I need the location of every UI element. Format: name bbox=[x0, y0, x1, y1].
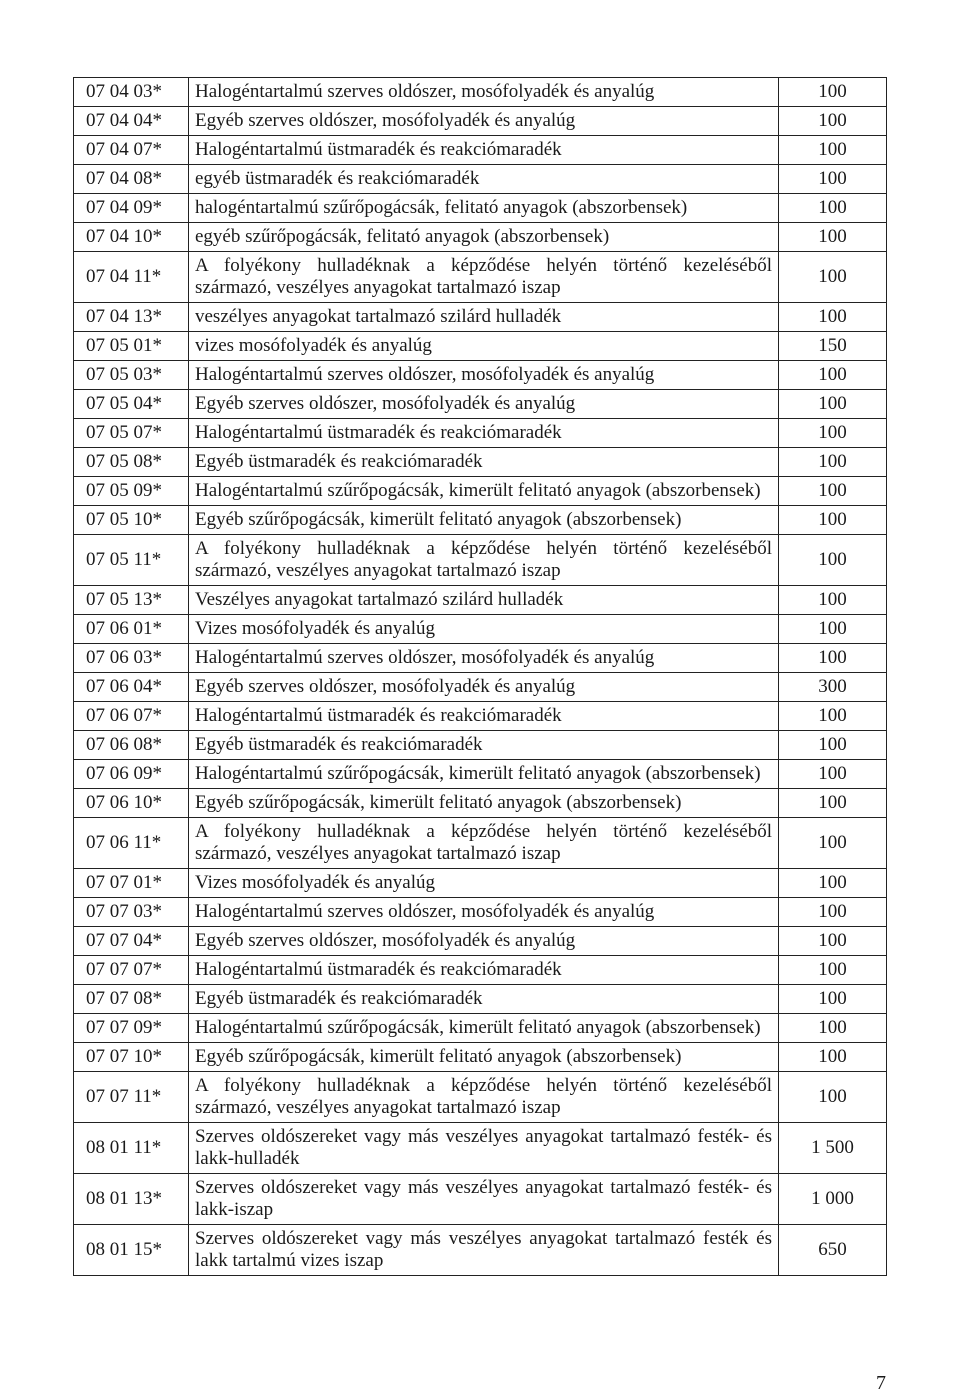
waste-code-cell: 07 06 08* bbox=[74, 731, 189, 760]
waste-description-cell: vizes mosófolyadék és anyalúg bbox=[189, 332, 779, 361]
waste-description-cell: Egyéb szűrőpogácsák, kimerült felitató anyagok (abszorbensek) bbox=[189, 506, 779, 535]
table-row bbox=[74, 107, 887, 136]
waste-quantity-cell: 100 bbox=[779, 731, 887, 760]
waste-description-cell: Halogéntartalmú szerves oldószer, mosófolyadék és anyalúg bbox=[189, 898, 779, 927]
waste-quantity-cell: 100 bbox=[779, 956, 887, 985]
waste-description-cell: Halogéntartalmú szűrőpogácsák, kimerült felitató anyagok (abszorbensek) bbox=[189, 760, 779, 789]
table-row bbox=[74, 477, 887, 506]
waste-quantity-cell: 100 bbox=[779, 506, 887, 535]
table-row bbox=[74, 1043, 887, 1072]
waste-description-cell: Egyéb szűrőpogácsák, kimerült felitató anyagok (abszorbensek) bbox=[189, 789, 779, 818]
waste-quantity-cell: 1 500 bbox=[779, 1123, 887, 1174]
waste-quantity-cell: 150 bbox=[779, 332, 887, 361]
table-row bbox=[74, 1072, 887, 1123]
table-row bbox=[74, 1225, 887, 1276]
waste-code-cell: 07 04 04* bbox=[74, 107, 189, 136]
waste-quantity-cell: 100 bbox=[779, 390, 887, 419]
waste-description-cell: Halogéntartalmú szerves oldószer, mosófolyadék és anyalúg bbox=[189, 361, 779, 390]
table-row bbox=[74, 644, 887, 673]
waste-description-cell: Vizes mosófolyadék és anyalúg bbox=[189, 615, 779, 644]
waste-quantity-cell: 100 bbox=[779, 448, 887, 477]
waste-code-cell: 07 05 11* bbox=[74, 535, 189, 586]
waste-code-cell: 07 07 01* bbox=[74, 869, 189, 898]
waste-code-cell: 07 07 04* bbox=[74, 927, 189, 956]
waste-code-cell: 07 06 03* bbox=[74, 644, 189, 673]
table-row bbox=[74, 818, 887, 869]
waste-code-table bbox=[73, 77, 887, 1276]
waste-quantity-cell: 1 000 bbox=[779, 1174, 887, 1225]
table-row bbox=[74, 1174, 887, 1225]
table-row bbox=[74, 702, 887, 731]
table-row bbox=[74, 615, 887, 644]
waste-description-cell: Halogéntartalmú üstmaradék és reakciómaradék bbox=[189, 136, 779, 165]
waste-quantity-cell: 100 bbox=[779, 477, 887, 506]
waste-quantity-cell: 100 bbox=[779, 985, 887, 1014]
waste-quantity-cell: 100 bbox=[779, 586, 887, 615]
waste-description-cell: egyéb üstmaradék és reakciómaradék bbox=[189, 165, 779, 194]
table-row bbox=[74, 673, 887, 702]
table-row bbox=[74, 1014, 887, 1043]
waste-code-cell: 07 04 08* bbox=[74, 165, 189, 194]
table-row bbox=[74, 1123, 887, 1174]
waste-code-cell: 07 07 11* bbox=[74, 1072, 189, 1123]
table-row bbox=[74, 136, 887, 165]
table-row bbox=[74, 303, 887, 332]
table-row bbox=[74, 898, 887, 927]
waste-quantity-cell: 100 bbox=[779, 702, 887, 731]
waste-description-cell: A folyékony hulladéknak a képződése helyén történő kezeléséből származó, veszélyes anyagokat tartalmazó iszap bbox=[189, 818, 779, 869]
table-row bbox=[74, 78, 887, 107]
waste-quantity-cell: 100 bbox=[779, 818, 887, 869]
waste-description-cell: Halogéntartalmú szűrőpogácsák, kimerült felitató anyagok (abszorbensek) bbox=[189, 1014, 779, 1043]
waste-code-cell: 07 07 03* bbox=[74, 898, 189, 927]
table-row bbox=[74, 506, 887, 535]
waste-quantity-cell: 100 bbox=[779, 361, 887, 390]
waste-description-cell: Egyéb szerves oldószer, mosófolyadék és anyalúg bbox=[189, 107, 779, 136]
waste-code-cell: 07 06 01* bbox=[74, 615, 189, 644]
waste-code-cell: 07 06 07* bbox=[74, 702, 189, 731]
waste-description-cell: Halogéntartalmú szerves oldószer, mosófolyadék és anyalúg bbox=[189, 644, 779, 673]
table-row bbox=[74, 194, 887, 223]
waste-description-cell: A folyékony hulladéknak a képződése helyén történő kezeléséből származó, veszélyes anyagokat tartalmazó iszap bbox=[189, 535, 779, 586]
waste-quantity-cell: 100 bbox=[779, 165, 887, 194]
waste-quantity-cell: 100 bbox=[779, 419, 887, 448]
waste-quantity-cell: 100 bbox=[779, 789, 887, 818]
waste-quantity-cell: 100 bbox=[779, 927, 887, 956]
waste-code-cell: 07 04 10* bbox=[74, 223, 189, 252]
waste-quantity-cell: 100 bbox=[779, 644, 887, 673]
table-row bbox=[74, 869, 887, 898]
waste-description-cell: Halogéntartalmú üstmaradék és reakciómaradék bbox=[189, 702, 779, 731]
waste-code-cell: 07 05 10* bbox=[74, 506, 189, 535]
waste-quantity-cell: 300 bbox=[779, 673, 887, 702]
table-row bbox=[74, 165, 887, 194]
waste-description-cell: Halogéntartalmú üstmaradék és reakciómaradék bbox=[189, 956, 779, 985]
page-number: 7 bbox=[876, 1372, 886, 1394]
table-row bbox=[74, 252, 887, 303]
waste-code-cell: 07 07 07* bbox=[74, 956, 189, 985]
waste-quantity-cell: 100 bbox=[779, 898, 887, 927]
table-row bbox=[74, 361, 887, 390]
waste-code-cell: 08 01 11* bbox=[74, 1123, 189, 1174]
waste-description-cell: egyéb szűrőpogácsák, felitató anyagok (abszorbensek) bbox=[189, 223, 779, 252]
waste-quantity-cell: 100 bbox=[779, 78, 887, 107]
waste-quantity-cell: 650 bbox=[779, 1225, 887, 1276]
table-row bbox=[74, 731, 887, 760]
waste-quantity-cell: 100 bbox=[779, 760, 887, 789]
waste-code-cell: 07 05 01* bbox=[74, 332, 189, 361]
table-row bbox=[74, 586, 887, 615]
table-row bbox=[74, 390, 887, 419]
waste-quantity-cell: 100 bbox=[779, 136, 887, 165]
waste-code-cell: 07 07 10* bbox=[74, 1043, 189, 1072]
waste-description-cell: halogéntartalmú szűrőpogácsák, felitató anyagok (abszorbensek) bbox=[189, 194, 779, 223]
waste-code-cell: 07 05 09* bbox=[74, 477, 189, 506]
waste-quantity-cell: 100 bbox=[779, 535, 887, 586]
waste-code-cell: 07 05 07* bbox=[74, 419, 189, 448]
table-row bbox=[74, 760, 887, 789]
table-row bbox=[74, 332, 887, 361]
table-row bbox=[74, 956, 887, 985]
waste-code-table-body bbox=[74, 78, 887, 1276]
waste-quantity-cell: 100 bbox=[779, 303, 887, 332]
waste-description-cell: Egyéb üstmaradék és reakciómaradék bbox=[189, 985, 779, 1014]
waste-description-cell: Szerves oldószereket vagy más veszélyes anyagokat tartalmazó festék- és lakk-iszap bbox=[189, 1174, 779, 1225]
waste-description-cell: Egyéb szerves oldószer, mosófolyadék és anyalúg bbox=[189, 390, 779, 419]
waste-code-cell: 07 07 08* bbox=[74, 985, 189, 1014]
waste-quantity-cell: 100 bbox=[779, 252, 887, 303]
waste-code-cell: 07 05 03* bbox=[74, 361, 189, 390]
waste-quantity-cell: 100 bbox=[779, 107, 887, 136]
waste-code-cell: 07 05 04* bbox=[74, 390, 189, 419]
waste-description-cell: Egyéb üstmaradék és reakciómaradék bbox=[189, 731, 779, 760]
waste-description-cell: A folyékony hulladéknak a képződése helyén történő kezeléséből származó, veszélyes anyagokat tartalmazó iszap bbox=[189, 1072, 779, 1123]
table-row bbox=[74, 419, 887, 448]
waste-quantity-cell: 100 bbox=[779, 615, 887, 644]
waste-description-cell: Vizes mosófolyadék és anyalúg bbox=[189, 869, 779, 898]
waste-code-cell: 07 05 13* bbox=[74, 586, 189, 615]
waste-code-cell: 07 06 11* bbox=[74, 818, 189, 869]
waste-code-cell: 07 04 09* bbox=[74, 194, 189, 223]
table-row bbox=[74, 927, 887, 956]
waste-description-cell: Halogéntartalmú szűrőpogácsák, kimerült felitató anyagok (abszorbensek) bbox=[189, 477, 779, 506]
waste-quantity-cell: 100 bbox=[779, 869, 887, 898]
waste-description-cell: A folyékony hulladéknak a képződése helyén történő kezeléséből származó, veszélyes anyagokat tartalmazó iszap bbox=[189, 252, 779, 303]
waste-description-cell: Egyéb üstmaradék és reakciómaradék bbox=[189, 448, 779, 477]
table-row bbox=[74, 789, 887, 818]
table-row bbox=[74, 223, 887, 252]
waste-quantity-cell: 100 bbox=[779, 194, 887, 223]
waste-code-cell: 07 04 07* bbox=[74, 136, 189, 165]
waste-quantity-cell: 100 bbox=[779, 1043, 887, 1072]
waste-code-cell: 07 06 10* bbox=[74, 789, 189, 818]
waste-description-cell: Halogéntartalmú üstmaradék és reakciómaradék bbox=[189, 419, 779, 448]
waste-code-cell: 07 04 03* bbox=[74, 78, 189, 107]
waste-quantity-cell: 100 bbox=[779, 1072, 887, 1123]
waste-code-cell: 07 07 09* bbox=[74, 1014, 189, 1043]
waste-description-cell: Veszélyes anyagokat tartalmazó szilárd hulladék bbox=[189, 586, 779, 615]
waste-description-cell: Egyéb szűrőpogácsák, kimerült felitató anyagok (abszorbensek) bbox=[189, 1043, 779, 1072]
waste-quantity-cell: 100 bbox=[779, 1014, 887, 1043]
waste-quantity-cell: 100 bbox=[779, 223, 887, 252]
table-row bbox=[74, 535, 887, 586]
waste-description-cell: Szerves oldószereket vagy más veszélyes anyagokat tartalmazó festék- és lakk-hulladék bbox=[189, 1123, 779, 1174]
waste-description-cell: Egyéb szerves oldószer, mosófolyadék és anyalúg bbox=[189, 673, 779, 702]
waste-description-cell: veszélyes anyagokat tartalmazó szilárd hulladék bbox=[189, 303, 779, 332]
table-row bbox=[74, 985, 887, 1014]
waste-code-cell: 08 01 13* bbox=[74, 1174, 189, 1225]
waste-code-cell: 07 06 04* bbox=[74, 673, 189, 702]
waste-code-cell: 07 04 11* bbox=[74, 252, 189, 303]
table-row bbox=[74, 448, 887, 477]
waste-code-cell: 07 05 08* bbox=[74, 448, 189, 477]
waste-code-cell: 07 04 13* bbox=[74, 303, 189, 332]
waste-description-cell: Egyéb szerves oldószer, mosófolyadék és anyalúg bbox=[189, 927, 779, 956]
waste-code-cell: 07 06 09* bbox=[74, 760, 189, 789]
waste-description-cell: Szerves oldószereket vagy más veszélyes anyagokat tartalmazó festék és lakk tartalmú vizes iszap bbox=[189, 1225, 779, 1276]
waste-code-cell: 08 01 15* bbox=[74, 1225, 189, 1276]
waste-description-cell: Halogéntartalmú szerves oldószer, mosófolyadék és anyalúg bbox=[189, 78, 779, 107]
